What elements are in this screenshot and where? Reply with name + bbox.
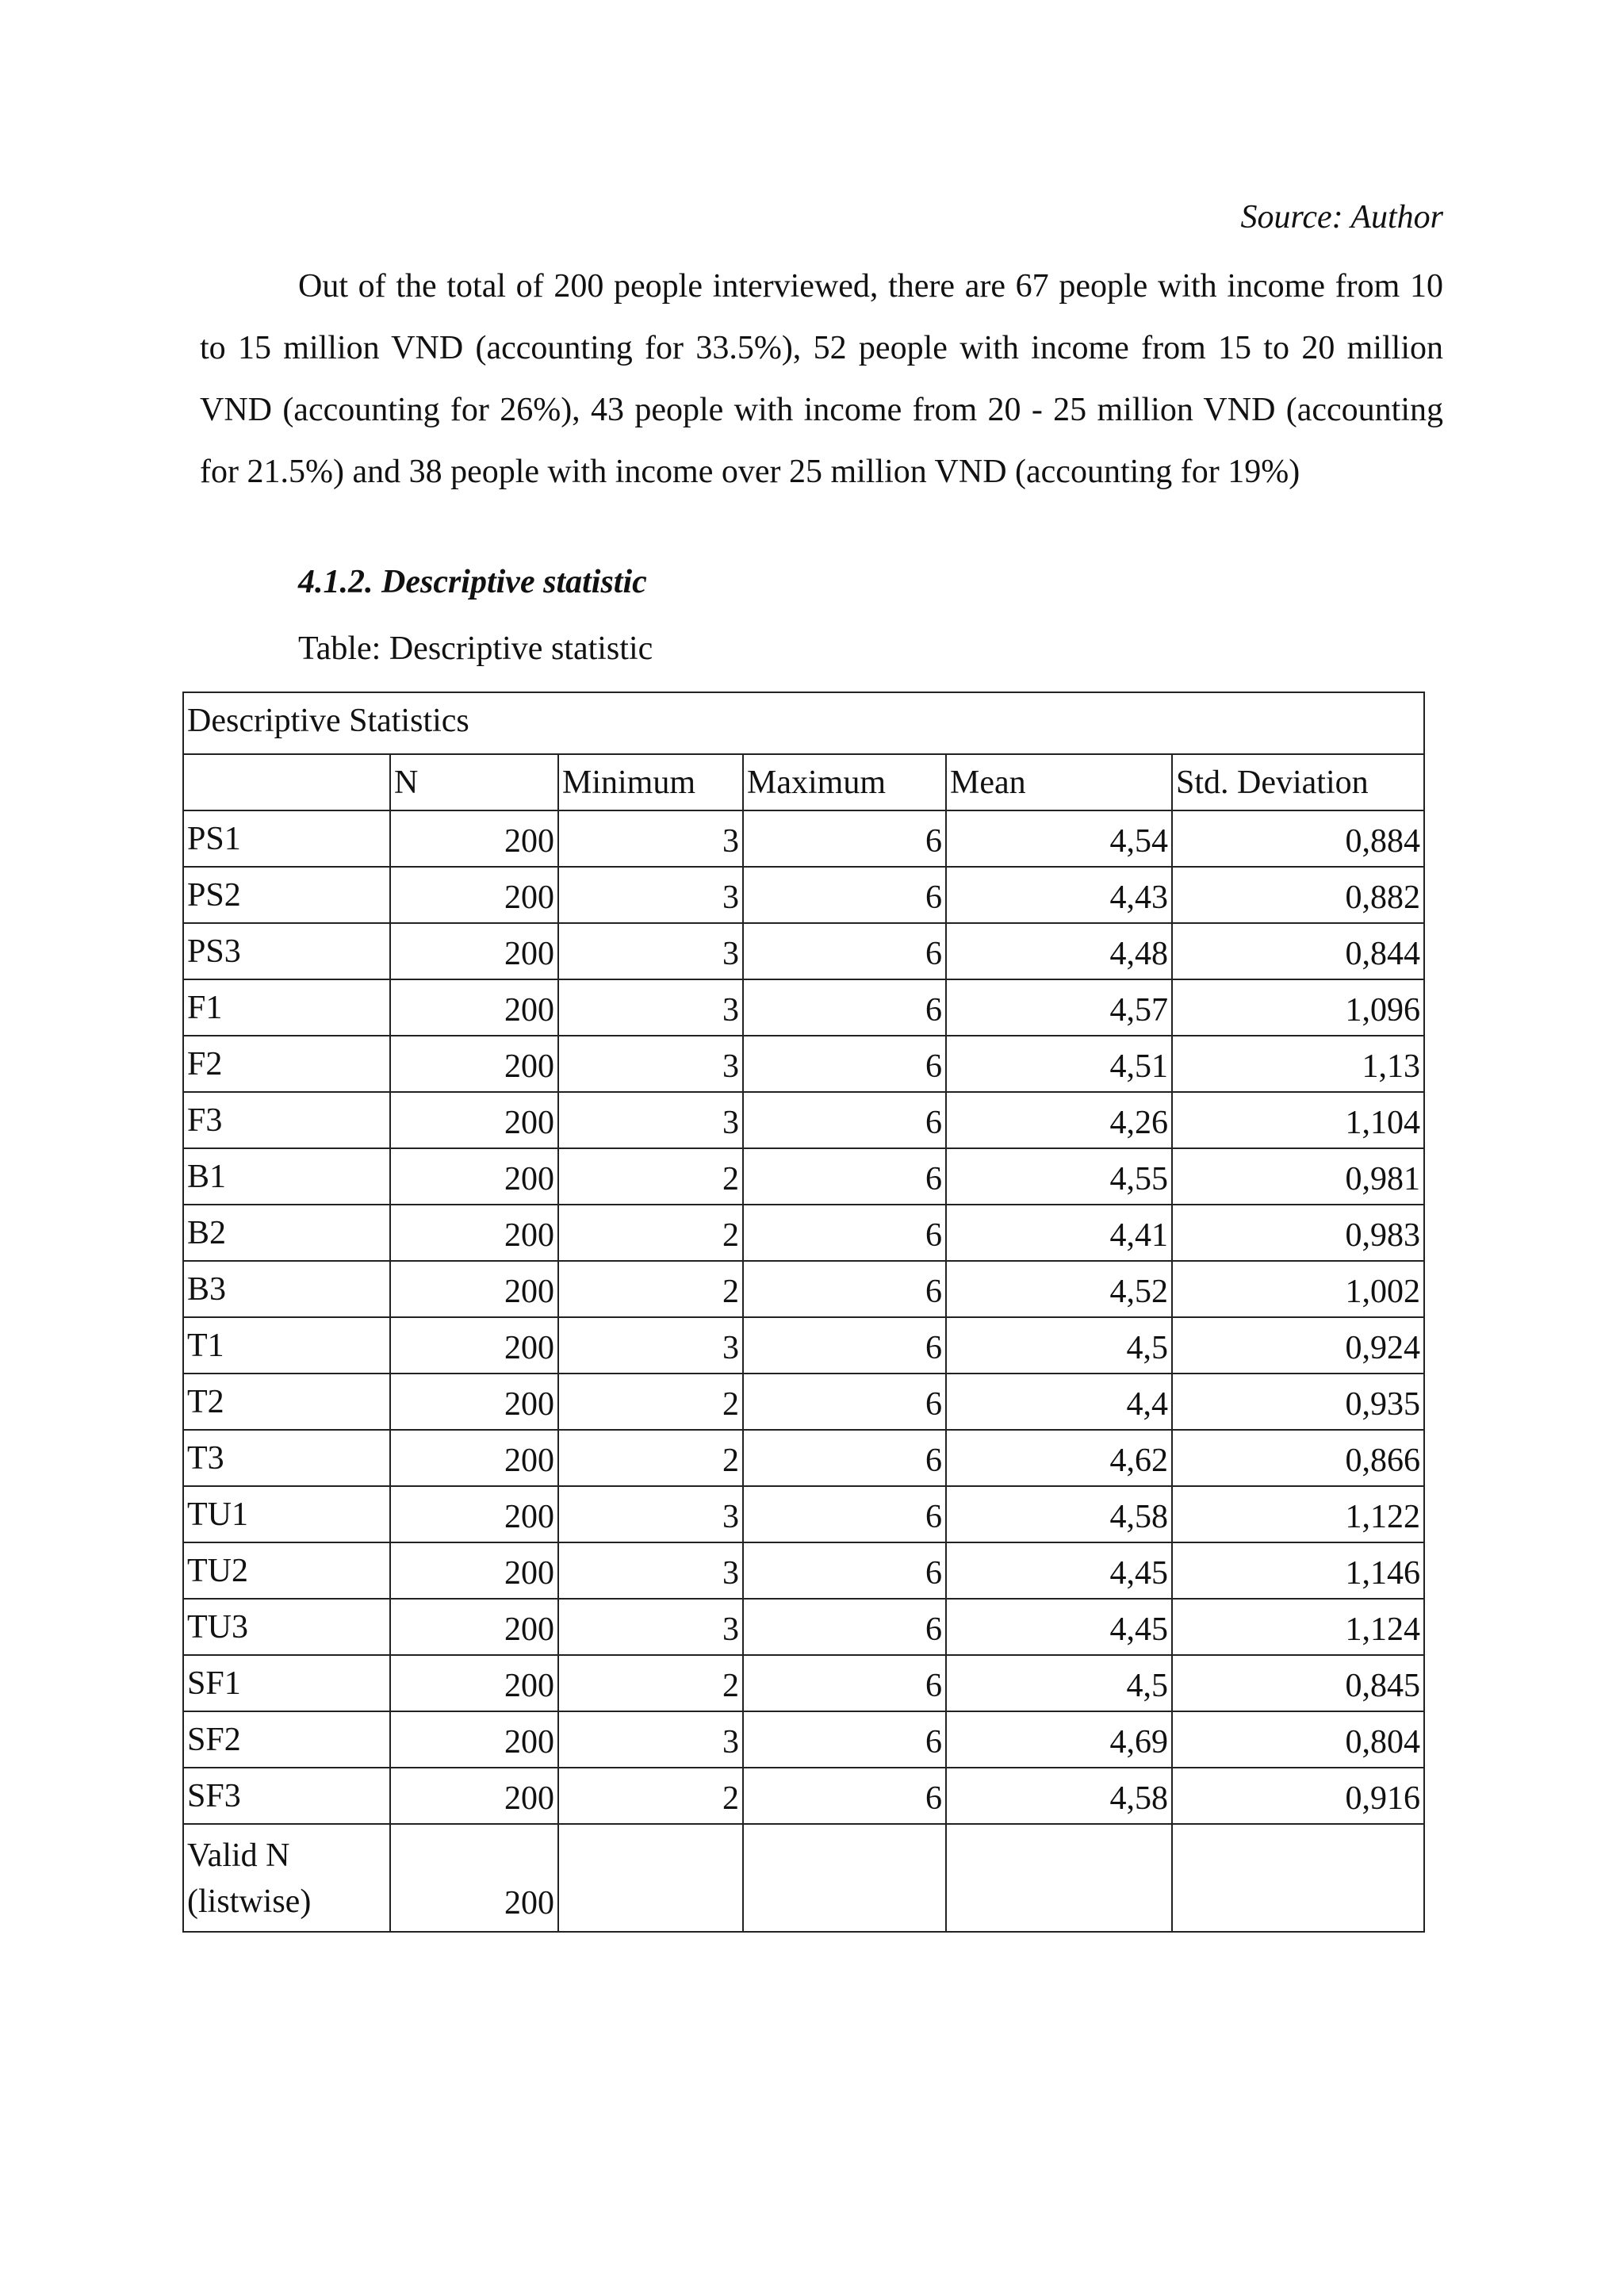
- table-row: [183, 1374, 1424, 1430]
- value-cell: 6: [743, 979, 946, 1036]
- row-label-cell: F1: [183, 979, 390, 1036]
- value-cell: 6: [743, 1374, 946, 1430]
- table-title-row: [183, 692, 1424, 754]
- value-cell: 6: [743, 1317, 946, 1374]
- value-cell: 4,4: [946, 1374, 1172, 1430]
- value-cell: 0,983: [1172, 1205, 1424, 1261]
- value-cell: 3: [558, 810, 743, 867]
- value-cell: 4,58: [946, 1486, 1172, 1542]
- header-cell: Mean: [946, 754, 1172, 810]
- value-cell: 0,845: [1172, 1655, 1424, 1711]
- value-cell: 4,58: [946, 1768, 1172, 1824]
- header-cell: N: [390, 754, 558, 810]
- value-cell: 6: [743, 1205, 946, 1261]
- value-cell: 200: [390, 1655, 558, 1711]
- value-cell: 6: [743, 810, 946, 867]
- value-cell: 200: [390, 1092, 558, 1148]
- value-cell: 4,43: [946, 867, 1172, 923]
- row-label-cell: T1: [183, 1317, 390, 1374]
- value-cell: 4,26: [946, 1092, 1172, 1148]
- table-row: [183, 1148, 1424, 1205]
- value-cell: 0,981: [1172, 1148, 1424, 1205]
- header-cell: Minimum: [558, 754, 743, 810]
- value-cell: 3: [558, 923, 743, 979]
- value-cell: 200: [390, 1599, 558, 1655]
- table-row: [183, 1768, 1424, 1824]
- value-cell: 0,884: [1172, 810, 1424, 867]
- descriptive-statistics-table: [182, 692, 1425, 1933]
- value-cell: 4,52: [946, 1261, 1172, 1317]
- row-label-cell: TU2: [183, 1542, 390, 1599]
- value-cell: 3: [558, 1092, 743, 1148]
- value-cell: 3: [558, 1486, 743, 1542]
- value-cell: 6: [743, 1768, 946, 1824]
- value-cell: 3: [558, 1599, 743, 1655]
- value-cell: 6: [743, 923, 946, 979]
- table-row: [183, 979, 1424, 1036]
- value-cell: 4,45: [946, 1542, 1172, 1599]
- table-row: [183, 1430, 1424, 1486]
- valid-n-value: 200: [390, 1824, 558, 1932]
- value-cell: 2: [558, 1205, 743, 1261]
- value-cell: 2: [558, 1148, 743, 1205]
- value-cell: 200: [390, 1374, 558, 1430]
- value-cell: 0,916: [1172, 1768, 1424, 1824]
- header-cell: [183, 754, 390, 810]
- value-cell: 3: [558, 1036, 743, 1092]
- row-label-cell: SF1: [183, 1655, 390, 1711]
- table-header-row: [183, 754, 1424, 810]
- row-label-cell: PS3: [183, 923, 390, 979]
- value-cell: 0,935: [1172, 1374, 1424, 1430]
- table-row: [183, 1092, 1424, 1148]
- table-row: [183, 923, 1424, 979]
- value-cell: 2: [558, 1768, 743, 1824]
- body-paragraph: Out of the total of 200 people interviewed, there are 67 people with income from 10 to 15 million VND (accounting for 33.5%), 52 people with income from 15 to 20 million VND (accounting for 26%), 43 people with income from 20 - 25 million VND (accounting for 21.5%) and 38 people with income over 25 million VND (accounting for 19%): [200, 268, 1443, 490]
- row-label-cell: SF2: [183, 1711, 390, 1768]
- value-cell: 2: [558, 1655, 743, 1711]
- row-label-cell: F2: [183, 1036, 390, 1092]
- value-cell: 200: [390, 1205, 558, 1261]
- value-cell: 3: [558, 867, 743, 923]
- value-cell: 200: [390, 1768, 558, 1824]
- valid-n-label: Valid N (listwise): [183, 1824, 390, 1932]
- row-label-cell: T2: [183, 1374, 390, 1430]
- value-cell: 200: [390, 923, 558, 979]
- value-cell: 1,122: [1172, 1486, 1424, 1542]
- value-cell: 200: [390, 1317, 558, 1374]
- value-cell: 4,41: [946, 1205, 1172, 1261]
- row-label-cell: TU1: [183, 1486, 390, 1542]
- table-row: [183, 1711, 1424, 1768]
- value-cell: 4,54: [946, 810, 1172, 867]
- value-cell: 4,5: [946, 1655, 1172, 1711]
- value-cell: 0,882: [1172, 867, 1424, 923]
- value-cell: 200: [390, 1542, 558, 1599]
- value-cell: 1,146: [1172, 1542, 1424, 1599]
- row-label-cell: B2: [183, 1205, 390, 1261]
- row-label-cell: PS1: [183, 810, 390, 867]
- table-row: [183, 1542, 1424, 1599]
- table-caption: Table: Descriptive statistic: [298, 630, 653, 667]
- empty-cell: [743, 1824, 946, 1932]
- value-cell: 4,5: [946, 1317, 1172, 1374]
- value-cell: 0,866: [1172, 1430, 1424, 1486]
- value-cell: 200: [390, 979, 558, 1036]
- value-cell: 6: [743, 1261, 946, 1317]
- value-cell: 200: [390, 867, 558, 923]
- row-label-cell: T3: [183, 1430, 390, 1486]
- value-cell: 3: [558, 1711, 743, 1768]
- value-cell: 0,844: [1172, 923, 1424, 979]
- header-cell: Maximum: [743, 754, 946, 810]
- value-cell: 4,51: [946, 1036, 1172, 1092]
- value-cell: 0,804: [1172, 1711, 1424, 1768]
- row-label-cell: TU3: [183, 1599, 390, 1655]
- table-row: [183, 1655, 1424, 1711]
- value-cell: 1,002: [1172, 1261, 1424, 1317]
- value-cell: 4,69: [946, 1711, 1172, 1768]
- value-cell: 3: [558, 1542, 743, 1599]
- value-cell: 6: [743, 1655, 946, 1711]
- value-cell: 3: [558, 979, 743, 1036]
- table-title: Descriptive Statistics: [183, 692, 1424, 754]
- empty-cell: [946, 1824, 1172, 1932]
- value-cell: 2: [558, 1430, 743, 1486]
- value-cell: 6: [743, 1711, 946, 1768]
- value-cell: 3: [558, 1317, 743, 1374]
- row-label-cell: B1: [183, 1148, 390, 1205]
- table-row: [183, 1036, 1424, 1092]
- table-row: [183, 1486, 1424, 1542]
- value-cell: 200: [390, 1430, 558, 1486]
- value-cell: 1,096: [1172, 979, 1424, 1036]
- value-cell: 1,13: [1172, 1036, 1424, 1092]
- value-cell: 4,45: [946, 1599, 1172, 1655]
- value-cell: 4,48: [946, 923, 1172, 979]
- value-cell: 200: [390, 1148, 558, 1205]
- value-cell: 6: [743, 1486, 946, 1542]
- value-cell: 200: [390, 810, 558, 867]
- value-cell: 0,924: [1172, 1317, 1424, 1374]
- table-row: [183, 1317, 1424, 1374]
- row-label-cell: SF3: [183, 1768, 390, 1824]
- table-row: [183, 1599, 1424, 1655]
- empty-cell: [558, 1824, 743, 1932]
- value-cell: 6: [743, 1599, 946, 1655]
- header-cell: Std. Deviation: [1172, 754, 1424, 810]
- table-row: [183, 867, 1424, 923]
- row-label-cell: B3: [183, 1261, 390, 1317]
- value-cell: 1,124: [1172, 1599, 1424, 1655]
- value-cell: 4,62: [946, 1430, 1172, 1486]
- value-cell: 4,55: [946, 1148, 1172, 1205]
- row-label-cell: PS2: [183, 867, 390, 923]
- section-heading: 4.1.2. Descriptive statistic: [298, 564, 647, 600]
- value-cell: 2: [558, 1374, 743, 1430]
- value-cell: 6: [743, 867, 946, 923]
- value-cell: 200: [390, 1036, 558, 1092]
- value-cell: 6: [743, 1430, 946, 1486]
- empty-cell: [1172, 1824, 1424, 1932]
- source-note: Source: Author: [1240, 199, 1443, 236]
- value-cell: 1,104: [1172, 1092, 1424, 1148]
- table-row: [183, 810, 1424, 867]
- valid-n-row: [183, 1824, 1424, 1932]
- value-cell: 4,57: [946, 979, 1172, 1036]
- value-cell: 200: [390, 1486, 558, 1542]
- value-cell: 6: [743, 1092, 946, 1148]
- row-label-cell: F3: [183, 1092, 390, 1148]
- value-cell: 200: [390, 1261, 558, 1317]
- value-cell: 6: [743, 1542, 946, 1599]
- value-cell: 2: [558, 1261, 743, 1317]
- value-cell: 200: [390, 1711, 558, 1768]
- value-cell: 6: [743, 1148, 946, 1205]
- value-cell: 6: [743, 1036, 946, 1092]
- table-row: [183, 1205, 1424, 1261]
- table-row: [183, 1261, 1424, 1317]
